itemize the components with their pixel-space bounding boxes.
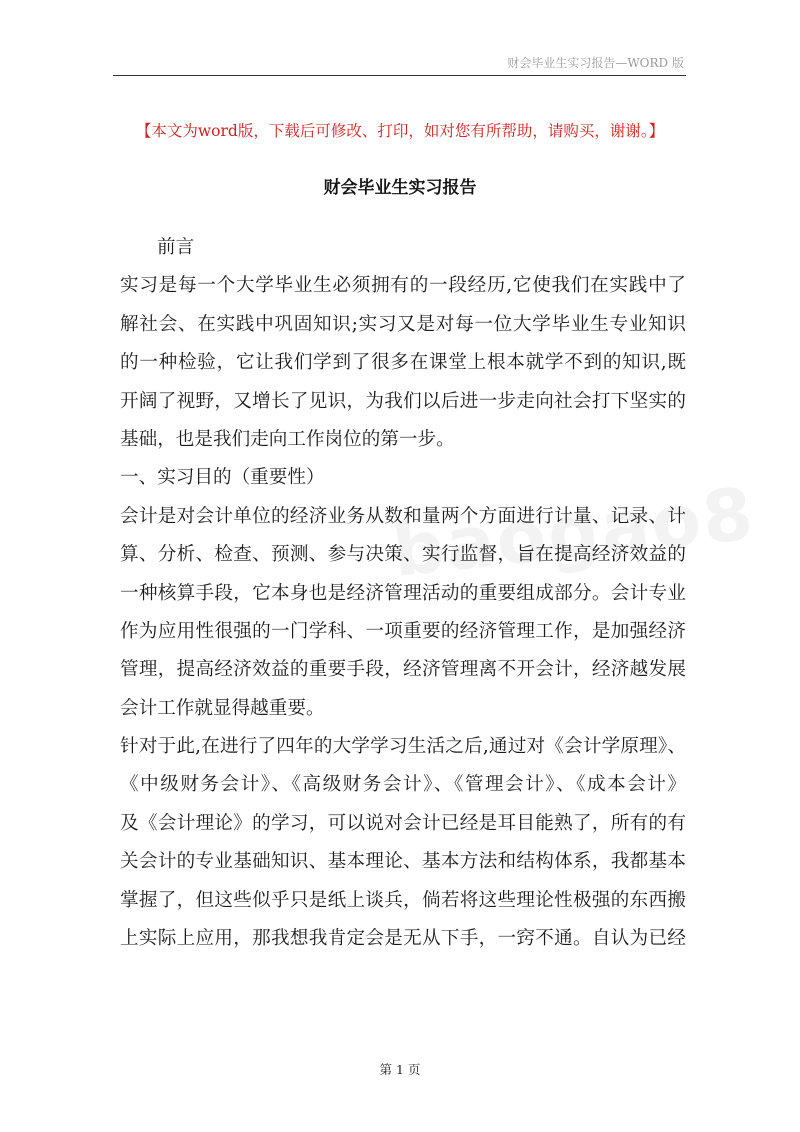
body-line: 实习是每一个大学毕业生必须拥有的一段经历,它使我们在实践中了 (120, 275, 686, 297)
body-line: 上实际上应用，那我想我肯定会是无从下手，一窍不通。自认为已经 (120, 928, 686, 950)
body-line: 基础，也是我们走向工作岗位的第一步。 (120, 428, 455, 450)
body-line: 作为应用性很强的一门学科、一项重要的经济管理工作，是加强经济 (120, 620, 686, 642)
body-line: 管理，提高经济效益的重要手段，经济管理离不开会计，经济越发展 (120, 659, 686, 681)
page-number: 第 1 页 (379, 1062, 421, 1077)
body-line: 算、分析、检查、预测、参与决策、实行监督，旨在提高经济效益的 (120, 544, 686, 566)
section-heading-purpose: 一、实习目的（重要性） (120, 467, 325, 489)
running-header: 财会毕业生实习报告—WORD 版 (507, 56, 684, 70)
body-line: 的一种检验，它让我们学到了很多在课堂上根本就学不到的知识,既 (120, 352, 686, 374)
body-line: 针对于此,在进行了四年的大学学习生活之后,通过对《会计学原理》、 (120, 736, 686, 758)
body-line: 《中级财务会计》、《高级财务会计》、《管理会计》、《成本会计》 (120, 774, 686, 796)
body-line: 关会计的专业基础知识、基本理论、基本方法和结构体系，我都基本 (120, 851, 686, 873)
body-line: 解社会、在实践中巩固知识;实习又是对每一位大学毕业生专业知识 (120, 313, 686, 335)
body-line: 及《会计理论》的学习，可以说对会计已经是耳目能熟了，所有的有 (120, 812, 686, 834)
body-line: 开阔了视野，又增长了见识，为我们以后进一步走向社会打下坚实的 (120, 390, 686, 412)
body-line: 会计是对会计单位的经济业务从数和量两个方面进行计量、记录、计 (120, 505, 686, 527)
purchase-notice: 【本文为word版，下载后可修改、打印，如对您有所帮助，请购买，谢谢。】 (135, 122, 665, 140)
header-rule (113, 75, 686, 76)
body-line: 一种核算手段，它本身也是经济管理活动的重要组成部分。会计专业 (120, 582, 686, 604)
document-title: 财会毕业生实习报告 (323, 178, 477, 198)
body-line: 掌握了，但这些似乎只是纸上谈兵，倘若将这些理论性极强的东西搬 (120, 889, 686, 911)
document-body (120, 229, 686, 958)
body-line: 会计工作就显得越重要。 (120, 697, 325, 719)
section-heading-preface: 前言 (157, 237, 195, 258)
